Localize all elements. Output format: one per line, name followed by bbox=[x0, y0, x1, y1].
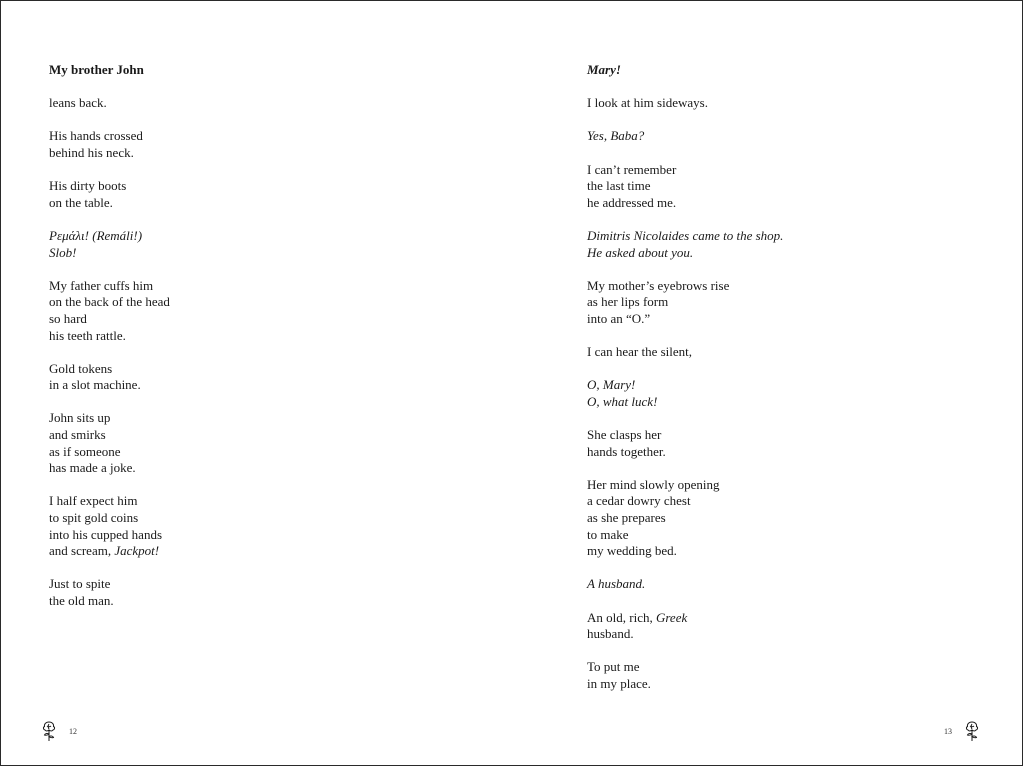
poem-line: Gold tokens bbox=[49, 360, 113, 376]
poem-line: the last time bbox=[587, 178, 651, 194]
right-poem bbox=[587, 62, 783, 709]
poem-line-text: An old, rich, bbox=[587, 609, 656, 625]
stanza bbox=[49, 178, 170, 211]
right-page bbox=[512, 1, 1022, 765]
stanza bbox=[587, 377, 783, 410]
poem-line: I can hear the silent, bbox=[587, 344, 693, 360]
stanza bbox=[49, 361, 170, 394]
stanza bbox=[587, 477, 783, 560]
poem-line-emphasis: Greek bbox=[655, 609, 688, 625]
stanza bbox=[587, 95, 783, 112]
poem-title: My brother John bbox=[49, 62, 144, 77]
stanza bbox=[49, 410, 170, 476]
poem-line: as if someone bbox=[49, 443, 121, 459]
stanza bbox=[587, 228, 783, 261]
poem-line: I can’t remember bbox=[587, 161, 677, 177]
poem-line: a cedar dowry chest bbox=[587, 493, 691, 509]
poem-line: Her mind slowly opening bbox=[587, 476, 720, 492]
poem-line: as she prepares bbox=[587, 510, 666, 526]
poem-line: the old man. bbox=[49, 593, 114, 608]
poem-line: O, Mary! bbox=[587, 377, 636, 393]
poem-line: husband. bbox=[587, 626, 634, 642]
poem-line: so hard bbox=[49, 310, 87, 326]
poem-line: She clasps her bbox=[587, 427, 662, 443]
poem-line: Mary! bbox=[587, 62, 621, 77]
poem-line: leans back. bbox=[49, 95, 107, 111]
stanza bbox=[587, 344, 783, 361]
poem-line: to make bbox=[587, 526, 629, 542]
poem-line: has made a joke. bbox=[49, 460, 136, 476]
stanza bbox=[49, 493, 170, 559]
stanza bbox=[49, 278, 170, 344]
poem-line: to spit gold coins bbox=[49, 510, 139, 526]
stanza bbox=[49, 95, 170, 112]
poem-line bbox=[587, 610, 783, 627]
poem-line: To put me bbox=[587, 659, 640, 675]
stanza bbox=[49, 576, 170, 609]
poem-line: He asked about you. bbox=[587, 244, 694, 260]
left-folio bbox=[41, 720, 77, 742]
poem-line: Just to spite bbox=[49, 576, 111, 592]
stanza bbox=[587, 278, 783, 328]
stanza bbox=[587, 162, 783, 212]
poem-line: O, what luck! bbox=[587, 393, 658, 409]
flower-ornament-icon bbox=[41, 720, 57, 742]
poem-line: my wedding bed. bbox=[587, 543, 677, 559]
poem-line bbox=[49, 543, 170, 560]
poem-line: I look at him sideways. bbox=[587, 95, 708, 111]
poem-line: on the table. bbox=[49, 194, 113, 210]
poem-line: in a slot machine. bbox=[49, 377, 141, 393]
poem-line: His hands crossed bbox=[49, 128, 143, 144]
right-folio bbox=[944, 720, 980, 742]
poem-line: into his cupped hands bbox=[49, 526, 163, 542]
poem-line: on the back of the head bbox=[49, 294, 170, 310]
left-poem bbox=[49, 62, 170, 626]
stanza bbox=[49, 128, 170, 161]
poem-line: Yes, Baba? bbox=[587, 128, 645, 144]
page-number: 12 bbox=[69, 726, 77, 736]
poem-line: in my place. bbox=[587, 675, 651, 691]
poem-line: hands together. bbox=[587, 443, 666, 459]
flower-ornament-icon bbox=[964, 720, 980, 742]
stanza bbox=[587, 62, 783, 79]
poem-line: he addressed me. bbox=[587, 194, 677, 210]
stanza bbox=[587, 128, 783, 145]
poem-line: Ρεμάλι! (Remáli!) bbox=[49, 227, 143, 243]
poem-line: into an “O.” bbox=[587, 310, 651, 326]
poem-line: My father cuffs him bbox=[49, 277, 154, 293]
stanza bbox=[587, 576, 783, 593]
stanza bbox=[587, 659, 783, 692]
poem-line: John sits up bbox=[49, 410, 111, 426]
poem-line: behind his neck. bbox=[49, 144, 134, 160]
poem-line: My mother’s eyebrows rise bbox=[587, 277, 730, 293]
poem-line: Slob! bbox=[49, 244, 77, 260]
poem-line: his teeth rattle. bbox=[49, 327, 126, 343]
poem-line: as her lips form bbox=[587, 294, 669, 310]
stanza bbox=[587, 610, 783, 643]
poem-line: Dimitris Nicolaides came to the shop. bbox=[587, 227, 784, 243]
poem-line: and smirks bbox=[49, 427, 106, 443]
stanza bbox=[49, 228, 170, 261]
poem-line-emphasis: Jackpot! bbox=[114, 543, 160, 559]
poem-line: A husband. bbox=[587, 576, 646, 592]
stanza bbox=[587, 427, 783, 460]
poem-line: I half expect him bbox=[49, 493, 138, 509]
poem-line: His dirty boots bbox=[49, 178, 127, 194]
poem-title-stanza bbox=[49, 62, 170, 79]
left-page bbox=[1, 1, 511, 765]
page-number: 13 bbox=[944, 726, 952, 736]
poem-line-text: and scream, bbox=[49, 543, 115, 559]
